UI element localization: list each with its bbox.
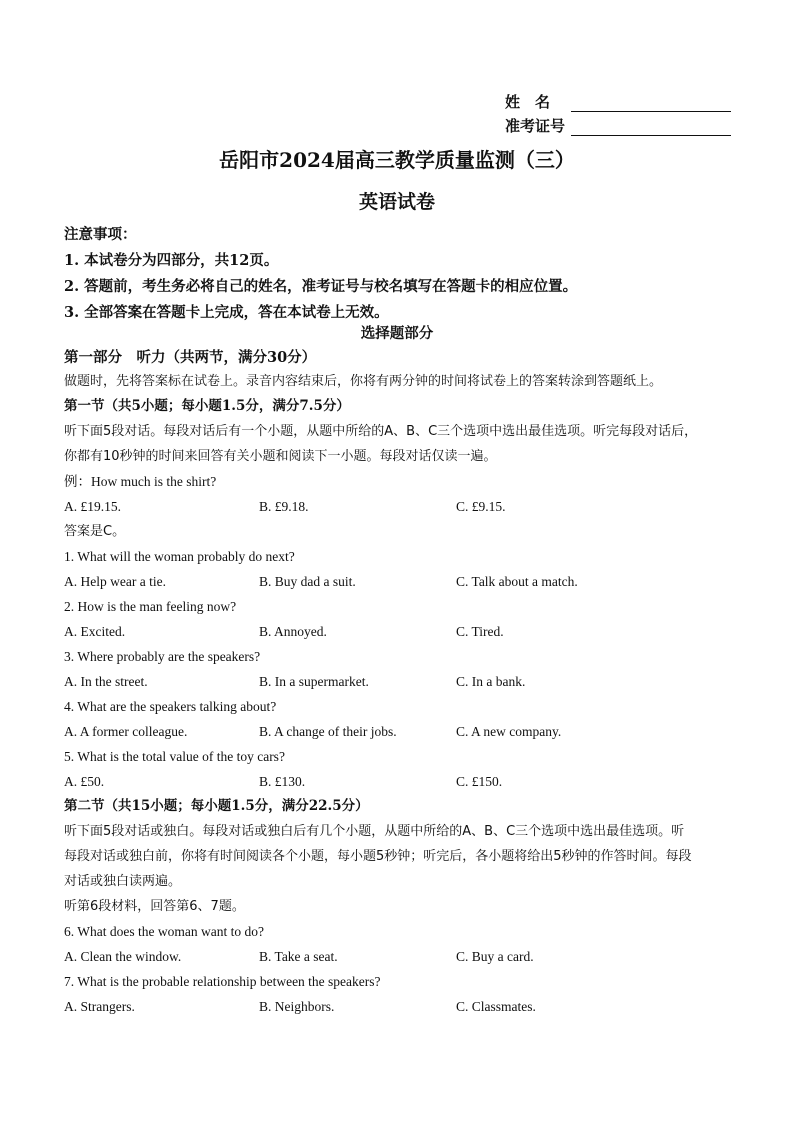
question-options: [64, 569, 734, 594]
option-b: B. £130.: [259, 774, 306, 789]
student-info: [505, 88, 731, 136]
option-a: A. Clean the window.: [64, 949, 182, 964]
question: 4. What are the speakers talking about?: [64, 699, 277, 714]
option-b: B. Take a seat.: [259, 949, 338, 964]
question-options: [64, 769, 734, 794]
sec2-instruction-3: 对话或独白读两遍。: [64, 874, 182, 889]
question: 6. What does the woman want to do?: [64, 924, 264, 939]
option-c: C. Classmates.: [456, 999, 536, 1014]
option-a: A. A former colleague.: [64, 724, 188, 739]
notice-item: 3. 全部答案在答题卡上完成，答在本试卷上无效。: [64, 304, 389, 321]
option-a: A. Excited.: [64, 624, 126, 639]
option-a: A. Help wear a tie.: [64, 574, 166, 589]
option-a: A. Strangers.: [64, 999, 135, 1014]
name-field[interactable]: [571, 95, 731, 112]
notice-item: 1. 本试卷分为四部分，共12页。: [64, 252, 279, 269]
question-options: [64, 994, 734, 1019]
option-c: C. Talk about a match.: [456, 574, 578, 589]
question: 2. How is the man feeling now?: [64, 599, 237, 614]
question-options: [64, 619, 734, 644]
sec2-title: 第二节（共15小题；每小题1.5分，满分22.5分）: [64, 798, 369, 814]
question-options: [64, 719, 734, 744]
sec1-instruction-1: 听下面5段对话。每段对话后有一个小题，从题中所给的A、B、C三个选项中选出最佳选项。听完每段对话后，: [64, 424, 698, 439]
option-b: B. Annoyed.: [259, 624, 327, 639]
option-c: C. Tired.: [456, 624, 504, 639]
question: 5. What is the total value of the toy cars?: [64, 749, 285, 764]
section-heading: 选择题部分: [360, 325, 434, 342]
option-a: A. In the street.: [64, 674, 148, 689]
option-b: B. £9.18.: [259, 499, 309, 514]
material-6: 听第6段材料，回答第6、7题。: [64, 899, 245, 914]
exam-subtitle: 英语试卷: [358, 191, 435, 213]
option-b: B. Buy dad a suit.: [259, 574, 356, 589]
sec1-instruction-2: 你都有10秒钟的时间来回答有关小题和阅读下一小题。每段对话仅读一遍。: [64, 449, 497, 464]
option-a: A. £19.15.: [64, 499, 121, 514]
option-b: B. A change of their jobs.: [259, 724, 397, 739]
part1-title: 第一部分 听力（共两节，满分30分）: [64, 349, 317, 366]
notice-heading: 注意事项：: [64, 226, 137, 243]
option-b: B. Neighbors.: [259, 999, 335, 1014]
example-question: 例：How much is the shirt?: [64, 474, 217, 489]
question: 3. Where probably are the speakers?: [64, 649, 261, 664]
id-row: [505, 112, 731, 136]
id-label: 准考证号: [505, 117, 566, 135]
notice-block: [64, 222, 577, 326]
example-answer: 答案是C。: [64, 524, 126, 539]
exam-title: 岳阳市2024届高三教学质量监测（三）: [219, 148, 575, 172]
sec2-instruction-2: 每段对话或独白前，你将有时间阅读各个小题，每小题5秒钟；听完后，各小题将给出5秒钟的作答时间。每段: [64, 849, 692, 864]
id-field[interactable]: [571, 119, 731, 136]
example-options: [64, 494, 734, 519]
sec1-title: 第一节（共5小题；每小题1.5分，满分7.5分）: [64, 398, 350, 414]
option-c: C. In a bank.: [456, 674, 526, 689]
option-b: B. In a supermarket.: [259, 674, 369, 689]
option-c: C. Buy a card.: [456, 949, 534, 964]
question: 1. What will the woman probably do next?: [64, 549, 295, 564]
question-options: [64, 944, 734, 969]
part1-body: [64, 369, 734, 1019]
part1-instruction: 做题时，先将答案标在试卷上。录音内容结束后，你将有两分钟的时间将试卷上的答案转涂到答题纸上。: [64, 374, 663, 389]
name-row: [505, 88, 731, 112]
question-options: [64, 669, 734, 694]
sec2-instruction-1: 听下面5段对话或独白。每段对话或独白后有几个小题，从题中所给的A、B、C三个选项中选出最佳选项。听: [64, 824, 685, 839]
name-label: 姓 名: [505, 93, 551, 111]
notice-item: 2. 答题前，考生务必将自己的姓名，准考证号与校名填写在答题卡的相应位置。: [64, 278, 578, 295]
option-c: C. £9.15.: [456, 499, 506, 514]
question: 7. What is the probable relationship between the speakers?: [64, 974, 381, 989]
option-c: C. £150.: [456, 774, 503, 789]
option-c: C. A new company.: [456, 724, 562, 739]
option-a: A. £50.: [64, 774, 105, 789]
